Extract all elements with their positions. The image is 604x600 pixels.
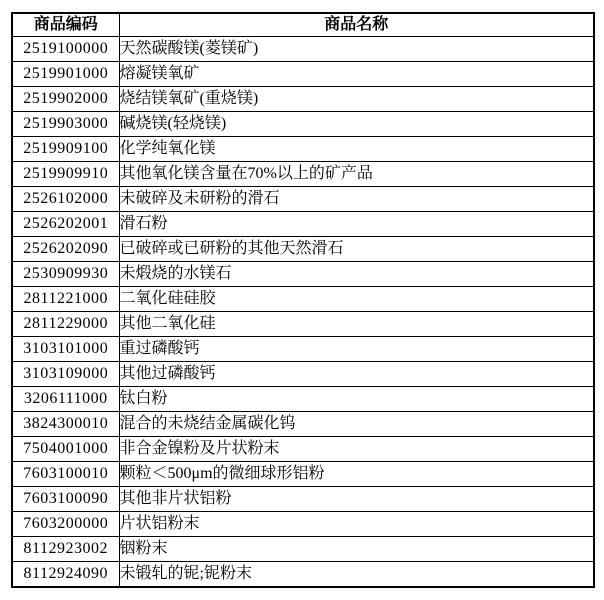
product-name-cell: 片状铝粉末 (119, 512, 594, 537)
product-name-cell: 滑石粉 (119, 212, 594, 237)
product-name-cell: 化学纯氧化镁 (119, 137, 594, 162)
table-row (12, 487, 594, 512)
product-name-cell: 其他二氧化硅 (119, 312, 594, 337)
product-name-cell: 未煅烧的水镁石 (119, 262, 594, 287)
product-name-cell: 未破碎及未研粉的滑石 (119, 187, 594, 212)
product-code-cell: 7603100010 (12, 462, 119, 487)
table-row (12, 162, 594, 187)
product-name-cell: 天然碳酸镁(菱镁矿) (119, 37, 594, 62)
table-header (12, 13, 594, 37)
product-name-cell: 混合的未烧结金属碳化钨 (119, 412, 594, 437)
column-header-product-code: 商品编码 (12, 13, 119, 37)
product-code-cell: 8112923002 (12, 537, 119, 562)
product-code-cell: 2519909100 (12, 137, 119, 162)
product-code-cell: 7504001000 (12, 437, 119, 462)
product-name-cell: 其他氧化镁含量在70%以上的矿产品 (119, 162, 594, 187)
table-row (12, 237, 594, 262)
product-name-cell: 钛白粉 (119, 387, 594, 412)
product-code-cell: 7603100090 (12, 487, 119, 512)
product-code-cell: 2811221000 (12, 287, 119, 312)
product-code-cell: 3824300010 (12, 412, 119, 437)
product-code-cell: 2811229000 (12, 312, 119, 337)
product-code-cell: 2526202090 (12, 237, 119, 262)
product-code-cell: 2526102000 (12, 187, 119, 212)
product-code-cell: 2519901000 (12, 62, 119, 87)
table-row (12, 337, 594, 362)
product-name-cell: 其他非片状铝粉 (119, 487, 594, 512)
product-code-cell: 3103109000 (12, 362, 119, 387)
product-code-cell: 3206111000 (12, 387, 119, 412)
product-code-cell: 2526202001 (12, 212, 119, 237)
product-name-cell: 碱烧镁(轻烧镁) (119, 112, 594, 137)
product-name-cell: 重过磷酸钙 (119, 337, 594, 362)
table-row (12, 362, 594, 387)
table-row (12, 62, 594, 87)
product-code-cell: 2519903000 (12, 112, 119, 137)
product-name-cell: 二氧化硅硅胶 (119, 287, 594, 312)
product-name-cell: 已破碎或已研粉的其他天然滑石 (119, 237, 594, 262)
product-code-cell: 2519902000 (12, 87, 119, 112)
product-name-cell: 熔凝镁氧矿 (119, 62, 594, 87)
product-name-cell: 铟粉末 (119, 537, 594, 562)
product-code-cell: 2519909910 (12, 162, 119, 187)
product-code-cell: 2530909930 (12, 262, 119, 287)
table-row (12, 262, 594, 287)
product-name-cell: 未锻轧的铌;铌粉末 (119, 562, 594, 588)
product-name-cell: 颗粒＜500μm的微细球形铝粉 (119, 462, 594, 487)
table-row (12, 137, 594, 162)
table-header-row (12, 13, 594, 37)
table-row (12, 87, 594, 112)
table-row (12, 287, 594, 312)
table-row (12, 112, 594, 137)
hs-code-table (11, 12, 595, 588)
product-name-cell: 非合金镍粉及片状粉末 (119, 437, 594, 462)
table-row (12, 387, 594, 412)
table-row (12, 512, 594, 537)
table-row (12, 37, 594, 62)
table-row (12, 562, 594, 588)
product-name-cell: 其他过磷酸钙 (119, 362, 594, 387)
product-code-cell: 7603200000 (12, 512, 119, 537)
table-body (12, 37, 594, 588)
table-row (12, 312, 594, 337)
table-row (12, 212, 594, 237)
column-header-product-name: 商品名称 (119, 13, 594, 37)
table-row (12, 412, 594, 437)
product-name-cell: 烧结镁氧矿(重烧镁) (119, 87, 594, 112)
table-row (12, 537, 594, 562)
table-row (12, 187, 594, 212)
table-row (12, 437, 594, 462)
table-row (12, 462, 594, 487)
product-code-cell: 2519100000 (12, 37, 119, 62)
product-code-cell: 3103101000 (12, 337, 119, 362)
product-code-cell: 8112924090 (12, 562, 119, 588)
